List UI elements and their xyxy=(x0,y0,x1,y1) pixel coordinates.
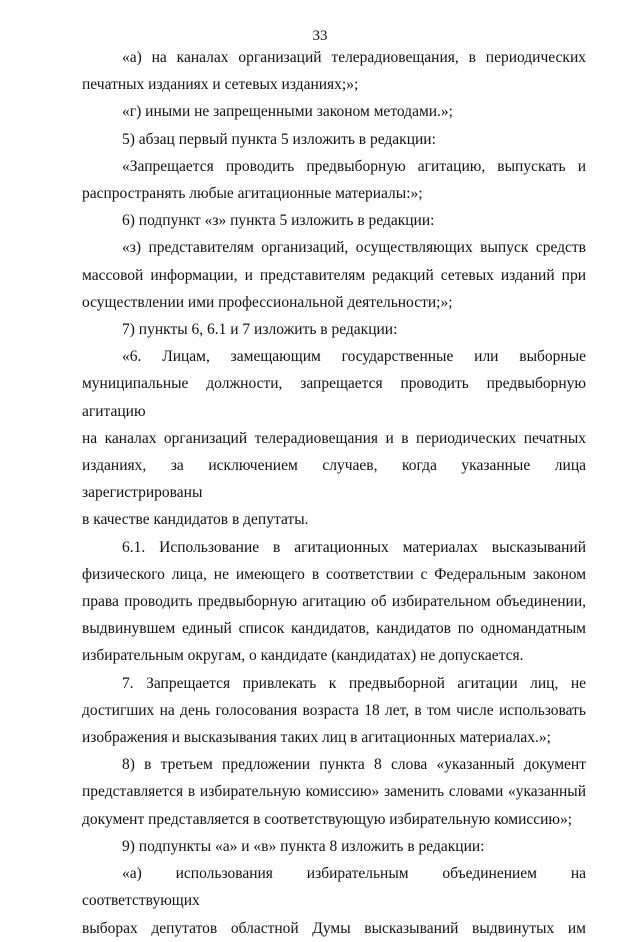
text-line: осуществлении ими профессиональной деятельности;»; xyxy=(82,293,453,311)
text-line: 7. Запрещается привлекать к предвыборной агитации лиц, не xyxy=(122,674,586,692)
text-line: «г) иными не запрещенными законом методами.»; xyxy=(122,103,453,121)
text-line: изображения и высказывания таких лиц в агитационных материалах.»; xyxy=(82,729,551,747)
text-line: физического лица, не имеющего в соответствии с Федеральным законом xyxy=(82,565,586,583)
text-line: выборах депутатов областной Думы высказываний выдвинутых им xyxy=(82,919,586,937)
text-line: «з) представителям организаций, осуществляющих выпуск средств xyxy=(122,239,586,257)
page-number: 33 xyxy=(312,28,328,44)
text-line: массовой информации, и представителям редакций сетевых изданий при xyxy=(82,266,586,284)
text-line: 5) абзац первый пункта 5 изложить в редакции: xyxy=(122,130,436,148)
text-line: 8) в третьем предложении пункта 8 слова «указанный документ xyxy=(122,756,586,774)
text-line: выдвинувшем единый список кандидатов, кандидатов по одномандатным xyxy=(82,620,586,638)
text-line: на каналах организаций телерадиовещания и в периодических печатных xyxy=(82,429,586,447)
document-body xyxy=(82,44,586,942)
text-line: 7) пункты 6, 6.1 и 7 изложить в редакции: xyxy=(122,321,398,339)
text-line: права проводить предвыборную агитацию об избирательном объединении, xyxy=(82,593,586,611)
text-line: «а) использования избирательным объединением на соответствующих xyxy=(82,865,586,910)
text-line: «Запрещается проводить предвыборную агитацию, выпускать и xyxy=(122,157,586,175)
text-line: 9) подпункты «а» и «в» пункта 8 изложить в редакции: xyxy=(122,837,485,855)
text-line: изданиях, за исключением случаев, когда указанные лица зарегистрированы xyxy=(82,457,586,502)
text-line: муниципальные должности, запрещается проводить предвыборную агитацию xyxy=(82,375,586,420)
text-line: представляется в избирательную комиссию» заменить словами «указанный xyxy=(82,783,586,801)
text-line: «а) на каналах организаций телерадиовещания, в периодических xyxy=(122,49,586,66)
text-line: документ представляется в соответствующую избирательную комиссию»; xyxy=(82,810,573,828)
text-line: в качестве кандидатов в депутаты. xyxy=(82,511,309,529)
text-line: «6. Лицам, замещающим государственные или выборные xyxy=(122,348,586,366)
text-line: печатных изданиях и сетевых изданиях;»; xyxy=(82,76,359,94)
text-line: достигших на день голосования возраста 18 лет, в том числе использовать xyxy=(82,701,586,719)
text-line: распространять любые агитационные материалы:»; xyxy=(82,185,423,203)
text-line: 6) подпункт «з» пункта 5 изложить в редакции: xyxy=(122,212,435,230)
text-line: 6.1. Использование в агитационных материалах высказываний xyxy=(122,538,586,556)
text-line: избирательным округам, о кандидате (кандидатах) не допускается. xyxy=(82,647,524,665)
